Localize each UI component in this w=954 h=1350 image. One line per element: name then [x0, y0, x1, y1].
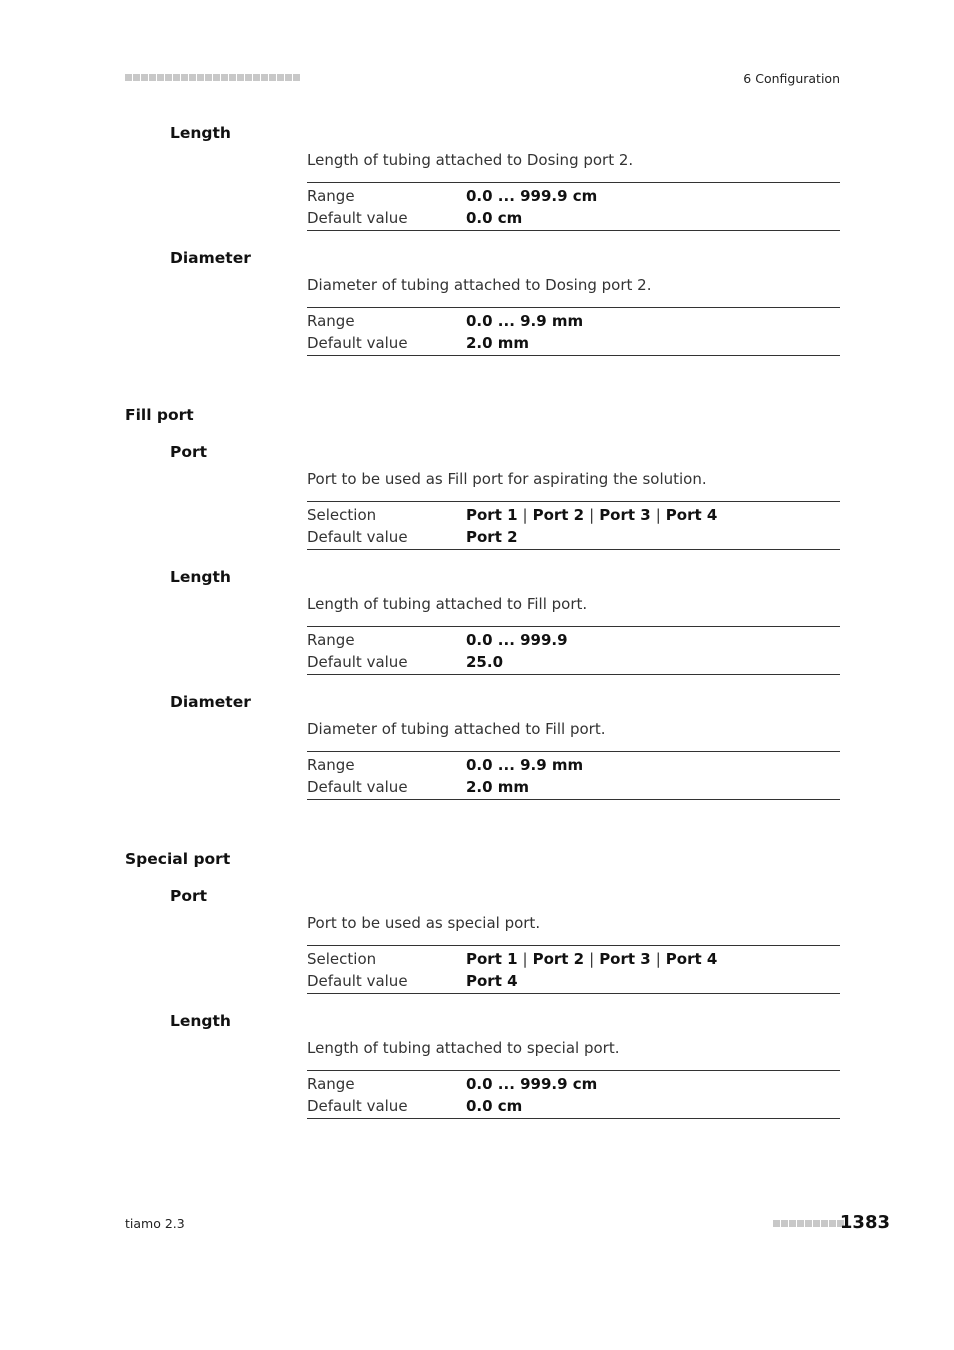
param-title-diameter: Diameter	[170, 693, 251, 711]
table-row	[307, 970, 840, 992]
row-key: Range	[307, 312, 355, 330]
param-table	[307, 182, 840, 231]
option: Port 2	[532, 950, 585, 968]
footer-decoration	[773, 1220, 844, 1227]
option-separator: |	[522, 506, 528, 524]
param-title-length: Length	[170, 1012, 231, 1030]
row-key: Range	[307, 756, 355, 774]
row-value: 0.0 ... 999.9 cm	[466, 1075, 598, 1093]
param-description: Length of tubing attached to special port.	[307, 1039, 620, 1057]
footer-product: tiamo 2.3	[125, 1216, 185, 1231]
row-key: Default value	[307, 778, 408, 796]
row-value	[466, 506, 717, 524]
table-row	[307, 526, 840, 548]
row-value: 0.0 ... 999.9	[466, 631, 568, 649]
row-value: Port 2	[466, 528, 518, 546]
table-row	[307, 310, 840, 332]
row-key: Range	[307, 187, 355, 205]
row-value: 0.0 ... 9.9 mm	[466, 312, 584, 330]
param-description: Diameter of tubing attached to Fill port.	[307, 720, 606, 738]
row-value: 0.0 cm	[466, 209, 523, 227]
option-separator: |	[522, 950, 528, 968]
section-heading-fill-port: Fill port	[125, 406, 194, 424]
table-row	[307, 1095, 840, 1117]
option-separator: |	[655, 950, 661, 968]
table-row	[307, 504, 840, 526]
option: Port 2	[532, 506, 585, 524]
table-row	[307, 332, 840, 354]
param-title-length: Length	[170, 124, 231, 142]
param-table	[307, 626, 840, 675]
row-value: 2.0 mm	[466, 334, 530, 352]
row-key: Default value	[307, 528, 408, 546]
row-key: Range	[307, 1075, 355, 1093]
option: Port 4	[665, 950, 718, 968]
param-description: Port to be used as Fill port for aspirating the solution.	[307, 470, 707, 488]
option-separator: |	[655, 506, 661, 524]
table-row	[307, 207, 840, 229]
param-table	[307, 945, 840, 994]
row-value: Port 4	[466, 972, 518, 990]
row-value: 25.0	[466, 653, 504, 671]
row-value	[466, 950, 717, 968]
row-value: 0.0 ... 9.9 mm	[466, 756, 584, 774]
param-title-port: Port	[170, 443, 208, 461]
option: Port 1	[466, 950, 518, 968]
row-key: Default value	[307, 653, 408, 671]
param-title-port: Port	[170, 887, 208, 905]
row-key: Default value	[307, 209, 408, 227]
page-number: 1383	[839, 1212, 890, 1233]
option-separator: |	[589, 950, 595, 968]
table-row	[307, 185, 840, 207]
table-row	[307, 1073, 840, 1095]
row-key: Default value	[307, 972, 408, 990]
option: Port 3	[599, 506, 651, 524]
option-separator: |	[589, 506, 595, 524]
param-table	[307, 1070, 840, 1119]
param-description: Diameter of tubing attached to Dosing port 2.	[307, 276, 652, 294]
param-description: Port to be used as special port.	[307, 914, 541, 932]
param-description: Length of tubing attached to Dosing port 2.	[307, 151, 634, 169]
option: Port 4	[665, 506, 718, 524]
param-title-diameter: Diameter	[170, 249, 251, 267]
table-row	[307, 776, 840, 798]
header-decoration	[125, 74, 300, 81]
option: Port 1	[466, 506, 518, 524]
chapter-title: 6 Configuration	[743, 71, 840, 86]
row-value: 0.0 ... 999.9 cm	[466, 187, 598, 205]
row-key: Range	[307, 631, 355, 649]
row-value: 2.0 mm	[466, 778, 530, 796]
param-title-length: Length	[170, 568, 231, 586]
row-key: Selection	[307, 950, 377, 968]
option: Port 3	[599, 950, 651, 968]
section-heading-special-port: Special port	[125, 850, 231, 868]
row-key: Default value	[307, 334, 408, 352]
param-table	[307, 307, 840, 356]
table-row	[307, 754, 840, 776]
row-value: 0.0 cm	[466, 1097, 523, 1115]
table-row	[307, 948, 840, 970]
param-table	[307, 501, 840, 550]
param-description: Length of tubing attached to Fill port.	[307, 595, 588, 613]
table-row	[307, 629, 840, 651]
table-row	[307, 651, 840, 673]
row-key: Selection	[307, 506, 377, 524]
param-table	[307, 751, 840, 800]
row-key: Default value	[307, 1097, 408, 1115]
